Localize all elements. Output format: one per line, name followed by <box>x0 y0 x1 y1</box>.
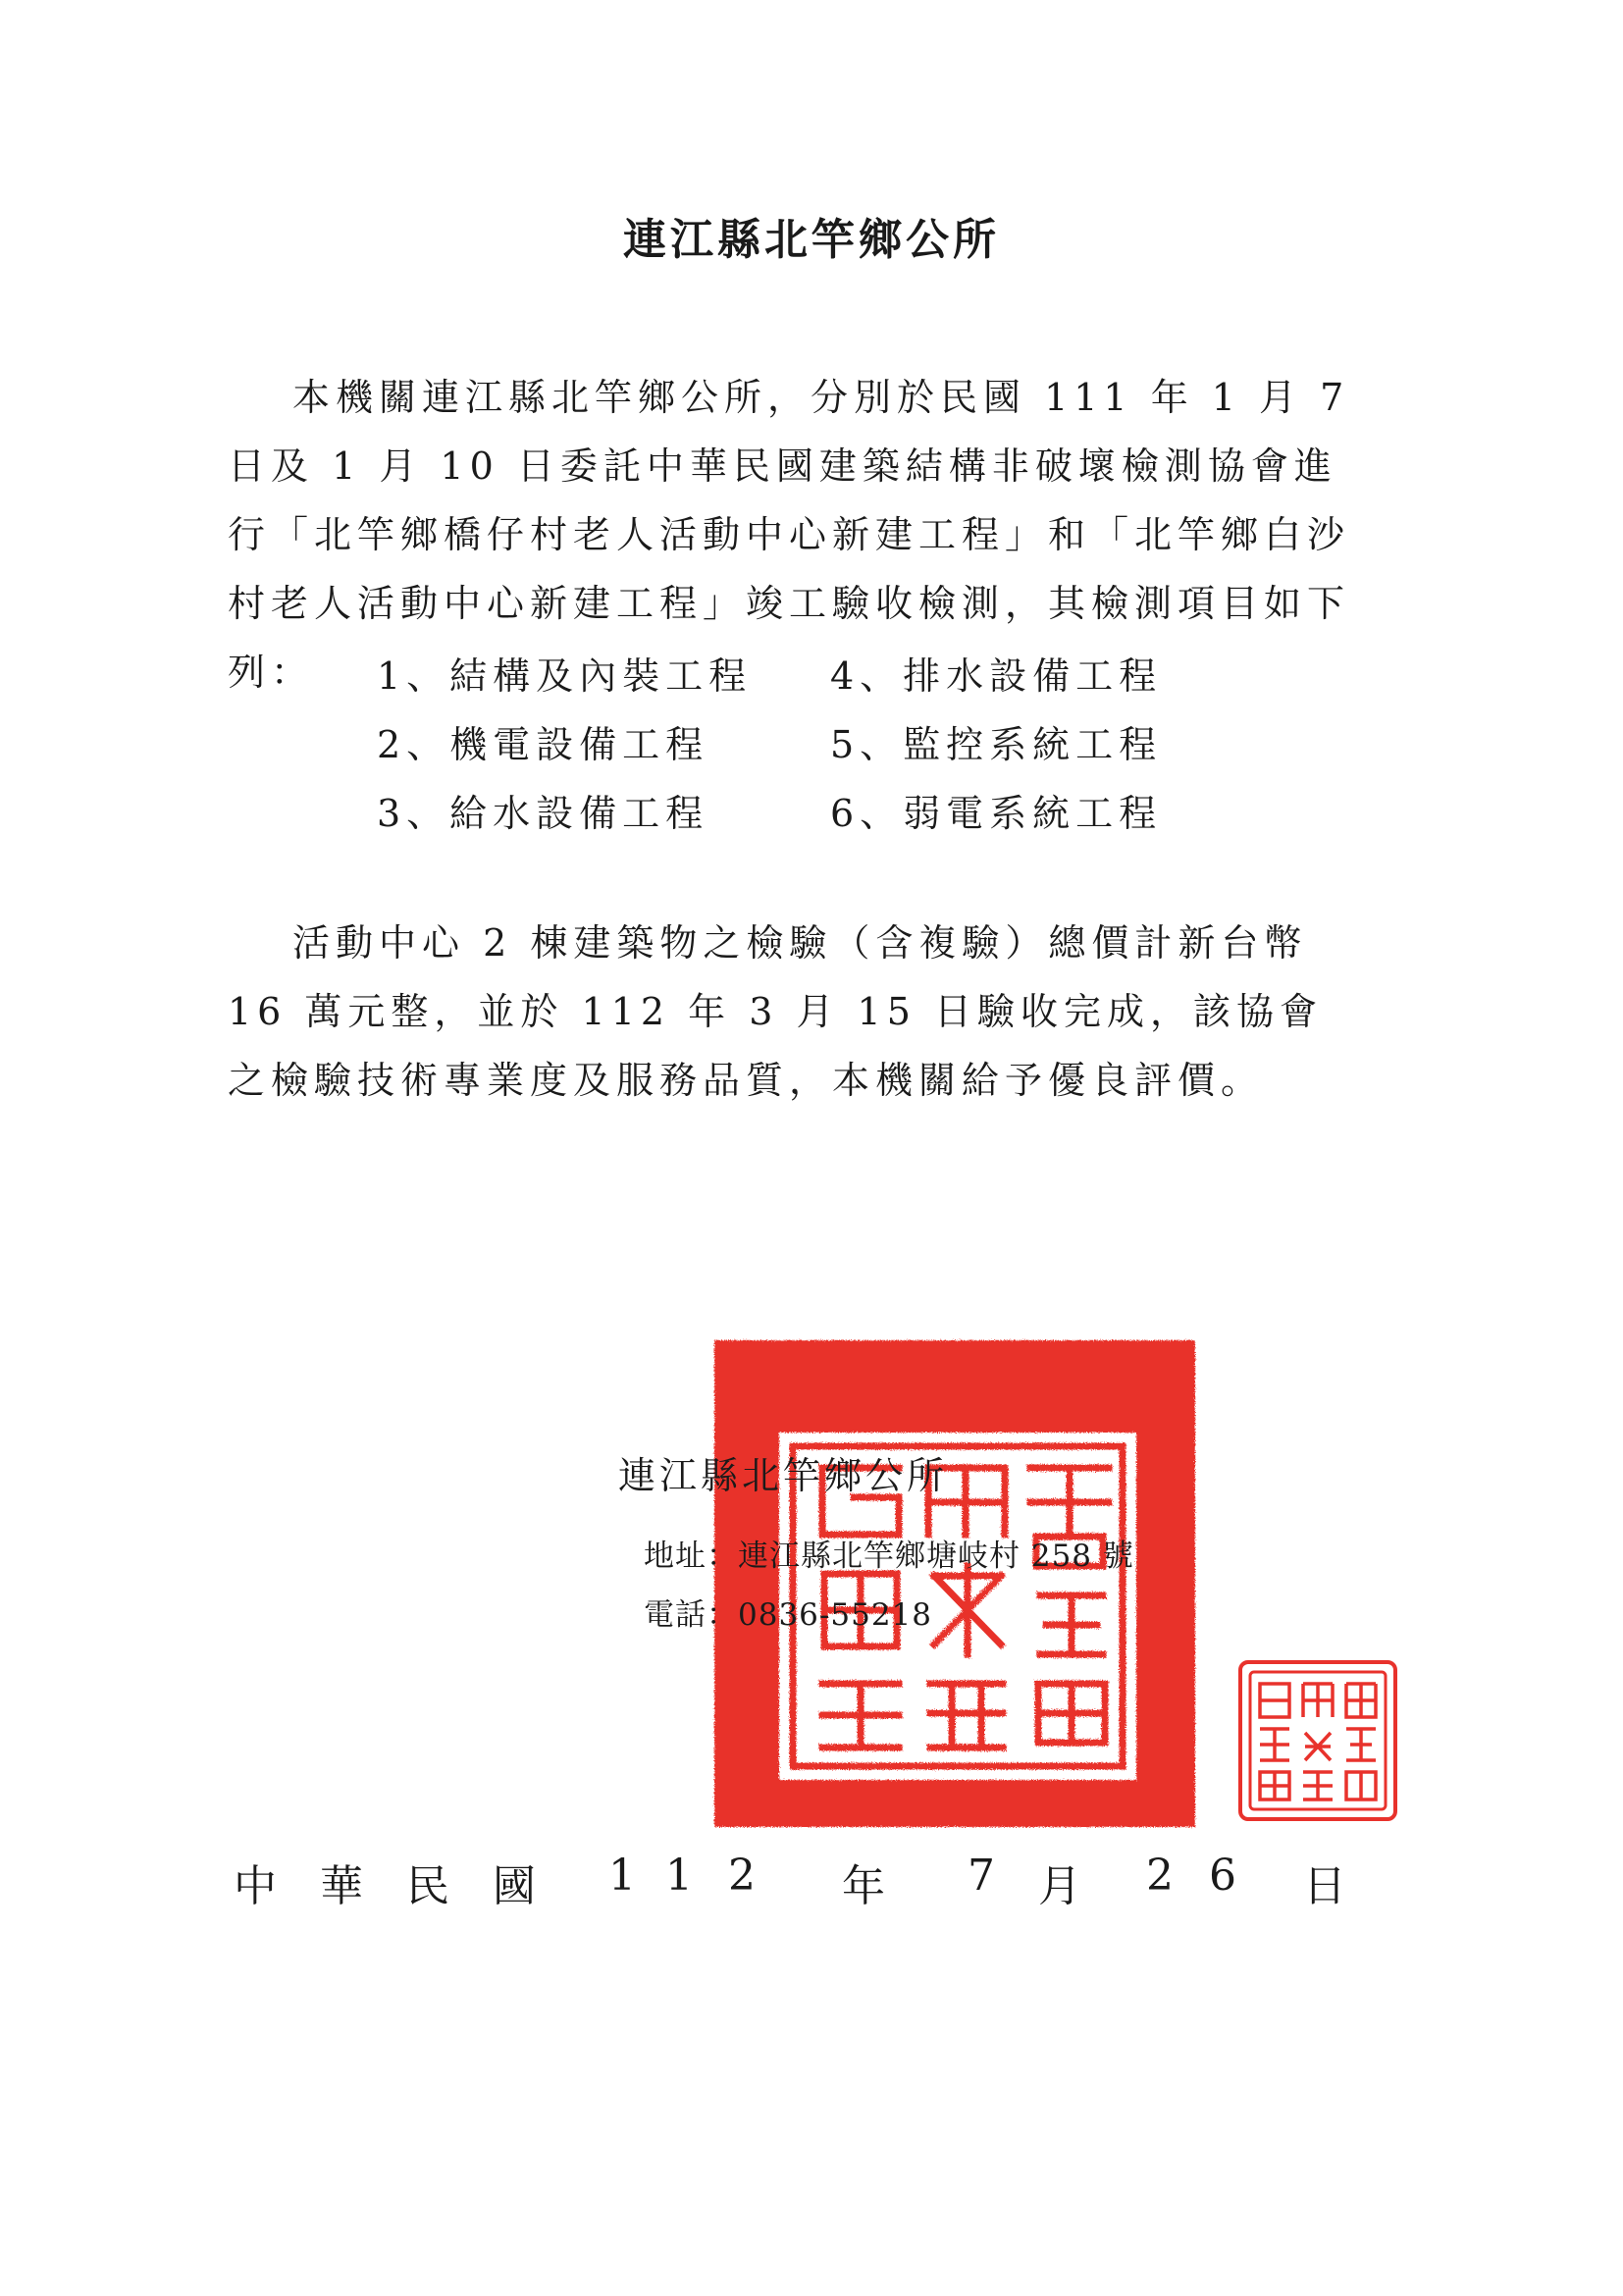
paragraph-evaluation <box>228 909 1356 1115</box>
date-char: 日 <box>1303 1861 1346 1911</box>
issuer-name: 連江縣北竿鄉公所 <box>618 1454 949 1497</box>
inspection-item: 4、排水設備工程 <box>830 653 1163 698</box>
issuer-address: 地址：連江縣北竿鄉塘岐村 258 號 <box>644 1539 1134 1574</box>
page-title: 連江縣北竿鄉公所 <box>623 215 1000 265</box>
issue-date <box>234 1851 1352 1919</box>
official-small-seal <box>1236 1658 1399 1823</box>
inspection-item: 3、給水設備工程 <box>377 791 709 835</box>
date-char: 6 <box>1209 1851 1236 1901</box>
date-char: 中 <box>234 1861 277 1911</box>
date-char: 華 <box>320 1861 363 1911</box>
issuer-block <box>618 1452 1305 1644</box>
paragraph-commission-text: 本機關連江縣北竿鄉公所，分別於民國 111 年 1 月 7 日及 1 月 10 日委託中華民國建築結構非破壞檢測協會進行「北竿鄉橋仔村老人活動中心新建工程」和「北竿鄉白沙村老人活動中心新建工程」竣工驗收檢測，其檢測項目如下列： <box>228 376 1351 694</box>
date-char: 國 <box>493 1861 536 1911</box>
inspection-item: 2、機電設備工程 <box>377 722 709 766</box>
inspection-item: 6、弱電系統工程 <box>830 791 1163 835</box>
date-char: 1 <box>665 1851 693 1901</box>
paragraph-evaluation-text: 活動中心 2 棟建築物之檢驗（含複驗）總價計新台幣 16 萬元整，並於 112 年 3 月 15 日驗收完成，該協會之檢驗技術專業度及服務品質，本機關給予優良評價。 <box>228 921 1323 1102</box>
inspection-items-list <box>377 638 1260 844</box>
date-char: 2 <box>1146 1851 1174 1901</box>
date-char: 2 <box>728 1851 756 1901</box>
date-char: 1 <box>608 1851 636 1901</box>
date-char: 7 <box>968 1851 995 1901</box>
date-char: 月 <box>1038 1861 1081 1911</box>
date-char: 民 <box>406 1861 449 1911</box>
date-char: 年 <box>842 1861 885 1911</box>
inspection-item: 1、結構及內裝工程 <box>377 653 753 698</box>
inspection-item: 5、監控系統工程 <box>830 722 1163 766</box>
issuer-phone: 電話：0836-55218 <box>644 1597 932 1633</box>
